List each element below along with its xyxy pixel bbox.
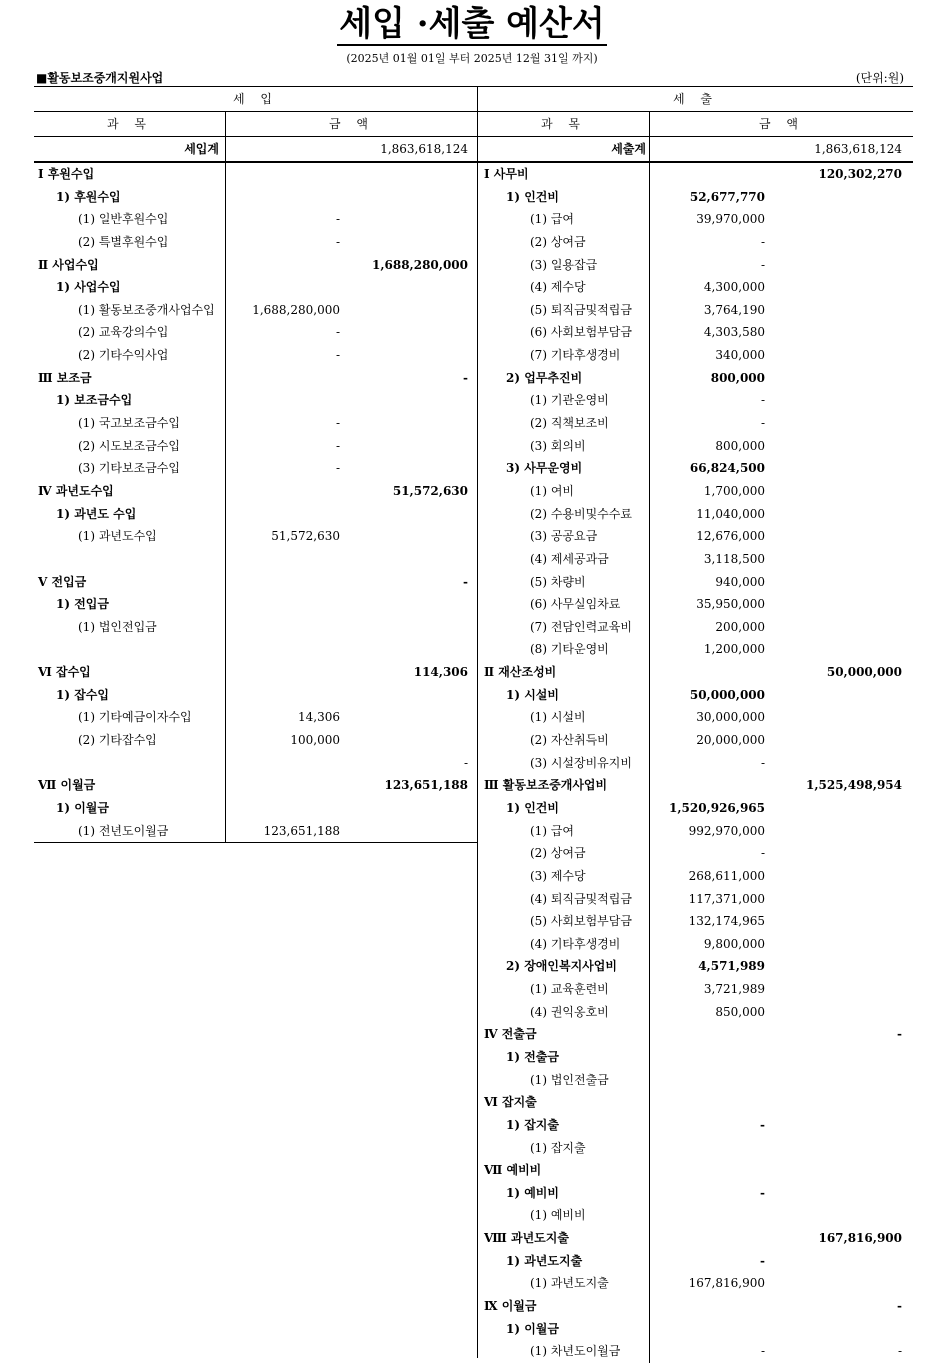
expenditure-item-label: (6) 사무실임차료 bbox=[530, 597, 621, 612]
expenditure-item-subamount: 340,000 bbox=[715, 348, 765, 363]
cell-divider bbox=[649, 1137, 650, 1160]
revenue-item-label: 1) 전입금 bbox=[56, 597, 109, 612]
revenue-item-label: 1) 과년도 수입 bbox=[56, 506, 137, 521]
revenue-item-label: Ⅶ 이월금 bbox=[38, 778, 96, 793]
expenditure-row bbox=[478, 1318, 913, 1341]
cell-divider bbox=[649, 163, 650, 186]
expenditure-row bbox=[478, 933, 913, 956]
expenditure-row bbox=[478, 820, 913, 843]
expenditure-item-label: (1) 과년도지출 bbox=[530, 1276, 609, 1291]
expenditure-item-label: Ⅲ 활동보조중개사업비 bbox=[484, 778, 608, 793]
expenditure-row bbox=[478, 1091, 913, 1114]
expenditure-row bbox=[478, 480, 913, 503]
expenditure-row bbox=[478, 1227, 913, 1250]
expenditure-item-label: Ⅷ 과년도지출 bbox=[484, 1231, 569, 1246]
revenue-item-label: (1) 과년도수입 bbox=[78, 529, 157, 544]
cell-divider bbox=[649, 661, 650, 684]
expenditure-row bbox=[478, 435, 913, 458]
revenue-row bbox=[34, 684, 477, 707]
expenditure-row bbox=[478, 1159, 913, 1182]
expenditure-item-subamount: - bbox=[760, 1185, 765, 1200]
expenditure-item-subamount: - bbox=[760, 1344, 765, 1359]
expenditure-header: 세 출 bbox=[673, 92, 718, 106]
expenditure-row bbox=[478, 276, 913, 299]
expenditure-item-label: 1) 시설비 bbox=[506, 687, 559, 702]
expenditure-row bbox=[478, 593, 913, 616]
cell-divider bbox=[225, 503, 226, 526]
expenditure-item-subamount: 1,520,926,965 bbox=[668, 800, 765, 815]
revenue-item-subamount: 1,688,280,000 bbox=[252, 302, 340, 317]
revenue-item-subamount: 100,000 bbox=[290, 733, 340, 748]
revenue-item-subamount: 51,572,630 bbox=[271, 529, 340, 544]
expenditure-item-label: (1) 급여 bbox=[530, 823, 574, 838]
expenditure-item-subamount: 268,611,000 bbox=[688, 868, 765, 883]
revenue-item-subamount: - bbox=[335, 234, 340, 249]
expenditure-row bbox=[478, 186, 913, 209]
cell-divider bbox=[225, 389, 226, 412]
expenditure-item-label: (7) 기타후생경비 bbox=[530, 348, 621, 363]
expenditure-item-label: 2) 장애인복지사업비 bbox=[506, 959, 617, 974]
expenditure-row bbox=[478, 344, 913, 367]
revenue-item-label: Ⅵ 잡수입 bbox=[38, 665, 91, 680]
expenditure-row bbox=[478, 1114, 913, 1137]
expenditure-row bbox=[478, 457, 913, 480]
revenue-item-label: (1) 전년도이월금 bbox=[78, 823, 169, 838]
revenue-item-label: 1) 이월금 bbox=[56, 800, 109, 815]
expenditure-row bbox=[478, 525, 913, 548]
expenditure-item-label: 1) 전출금 bbox=[506, 1049, 559, 1064]
cell-divider bbox=[649, 1023, 650, 1046]
revenue-row bbox=[34, 186, 477, 209]
expenditure-row bbox=[478, 661, 913, 684]
revenue-row bbox=[34, 797, 477, 820]
expenditure-row bbox=[478, 1001, 913, 1024]
revenue-item-label: Ⅰ 후원수입 bbox=[38, 167, 95, 181]
expenditure-row bbox=[478, 548, 913, 571]
expenditure-item-label: 1) 예비비 bbox=[506, 1185, 559, 1200]
expenditure-item-label: (1) 차년도이월금 bbox=[530, 1344, 621, 1359]
expenditure-item-label: Ⅱ 재산조성비 bbox=[484, 665, 557, 680]
revenue-row bbox=[34, 638, 477, 661]
expenditure-item-subamount: 3,721,989 bbox=[703, 982, 765, 997]
expenditure-item-label: (2) 자산취득비 bbox=[530, 733, 609, 748]
revenue-row bbox=[34, 208, 477, 231]
expenditure-row bbox=[478, 1069, 913, 1092]
expenditure-row bbox=[478, 163, 913, 186]
revenue-row bbox=[34, 276, 477, 299]
cell-divider bbox=[649, 1204, 650, 1227]
expenditure-item-subamount: 1,200,000 bbox=[703, 642, 765, 657]
revenue-item-subamount: 123,651,188 bbox=[263, 823, 340, 838]
revenue-row bbox=[34, 389, 477, 412]
expenditure-row bbox=[478, 254, 913, 277]
expenditure-row bbox=[478, 1046, 913, 1069]
expenditure-item-label: Ⅵ 잡지출 bbox=[484, 1095, 537, 1110]
revenue-item-subamount: - bbox=[335, 461, 340, 476]
revenue-row bbox=[34, 729, 477, 752]
expenditure-item-label: (1) 여비 bbox=[530, 483, 574, 498]
expenditure-row bbox=[478, 231, 913, 254]
revenue-row bbox=[34, 525, 477, 548]
expenditure-item-subamount: - bbox=[760, 1117, 765, 1132]
expenditure-item-subamount: 200,000 bbox=[715, 619, 765, 634]
expenditure-item-subamount: 3,764,190 bbox=[703, 302, 765, 317]
expenditure-item-label: 1) 인건비 bbox=[506, 800, 559, 815]
expenditure-item-amount: - bbox=[897, 1344, 902, 1359]
expenditure-item-subamount: 800,000 bbox=[710, 370, 765, 385]
cell-divider bbox=[225, 548, 226, 571]
expenditure-item-subamount: 4,300,000 bbox=[703, 280, 765, 295]
revenue-row bbox=[34, 344, 477, 367]
expenditure-item-amount: 50,000,000 bbox=[826, 665, 902, 680]
revenue-item-label: Ⅱ 사업수입 bbox=[38, 257, 99, 272]
revenue-row bbox=[34, 367, 477, 390]
revenue-item-label: (1) 국고보조금수입 bbox=[78, 416, 180, 431]
expenditure-table bbox=[478, 86, 913, 1363]
expenditure-item-label: (1) 시설비 bbox=[530, 710, 586, 725]
cell-divider bbox=[225, 571, 226, 594]
expenditure-item-subamount: 992,970,000 bbox=[688, 823, 765, 838]
revenue-row bbox=[34, 163, 477, 186]
revenue-row bbox=[34, 661, 477, 684]
revenue-col-subject: 과 목 bbox=[107, 117, 152, 131]
revenue-item-label: (3) 기타보조금수입 bbox=[78, 461, 180, 476]
expenditure-row bbox=[478, 1182, 913, 1205]
expenditure-item-amount: 1,525,498,954 bbox=[805, 778, 902, 793]
cell-divider bbox=[225, 276, 226, 299]
revenue-header: 세 입 bbox=[233, 92, 278, 106]
cell-divider bbox=[649, 1069, 650, 1092]
revenue-row bbox=[34, 299, 477, 322]
revenue-item-label: (1) 일반후원수입 bbox=[78, 212, 169, 227]
revenue-item-label: (1) 법인전입금 bbox=[78, 619, 157, 634]
expenditure-row bbox=[478, 1137, 913, 1160]
expenditure-item-subamount: 52,677,770 bbox=[689, 189, 765, 204]
expenditure-row bbox=[478, 752, 913, 775]
revenue-item-amount: 114,306 bbox=[413, 665, 468, 680]
expenditure-item-label: (4) 권익옹호비 bbox=[530, 1004, 609, 1019]
expenditure-item-subamount: - bbox=[760, 755, 765, 770]
expenditure-item-label: 3) 사무운영비 bbox=[506, 461, 583, 476]
expenditure-row bbox=[478, 1250, 913, 1273]
expenditure-row bbox=[478, 888, 913, 911]
revenue-row bbox=[34, 820, 477, 843]
expenditure-item-label: (4) 제수당 bbox=[530, 280, 586, 295]
expenditure-row bbox=[478, 1340, 913, 1363]
expenditure-row bbox=[478, 774, 913, 797]
expenditure-item-label: (3) 회의비 bbox=[530, 438, 586, 453]
revenue-table bbox=[34, 86, 477, 843]
expenditure-item-subamount: 9,800,000 bbox=[703, 936, 765, 951]
expenditure-row bbox=[478, 684, 913, 707]
expenditure-item-label: Ⅰ 사무비 bbox=[484, 167, 529, 181]
cell-divider bbox=[225, 163, 226, 186]
revenue-item-label: 1) 후원수입 bbox=[56, 189, 121, 204]
expenditure-item-subamount: - bbox=[760, 1253, 765, 1268]
revenue-item-label: Ⅳ 과년도수입 bbox=[38, 483, 114, 498]
revenue-item-label: (1) 활동보조중개사업수입 bbox=[78, 302, 215, 317]
business-name: ■활동보조중개지원사업 bbox=[36, 71, 164, 85]
expenditure-row bbox=[478, 1295, 913, 1318]
expenditure-item-label: (2) 상여금 bbox=[530, 846, 586, 861]
expenditure-total-label: 세출계 bbox=[611, 142, 646, 156]
revenue-total-amount: 1,863,618,124 bbox=[380, 142, 468, 156]
expenditure-item-label: (4) 제세공과금 bbox=[530, 551, 609, 566]
expenditure-row bbox=[478, 616, 913, 639]
revenue-item-label: (2) 특별후원수입 bbox=[78, 234, 169, 249]
expenditure-item-label: (2) 직책보조비 bbox=[530, 416, 609, 431]
expenditure-item-label: (5) 퇴직금및적립금 bbox=[530, 302, 632, 317]
revenue-item-subamount: 14,306 bbox=[298, 710, 340, 725]
expenditure-item-label: (1) 법인전출금 bbox=[530, 1072, 609, 1087]
expenditure-item-subamount: 117,371,000 bbox=[688, 891, 765, 906]
revenue-row bbox=[34, 593, 477, 616]
revenue-column-headers bbox=[34, 112, 477, 136]
revenue-item-subamount: - bbox=[335, 438, 340, 453]
expenditure-item-subamount: 12,676,000 bbox=[696, 529, 765, 544]
revenue-row bbox=[34, 503, 477, 526]
expenditure-item-subamount: 30,000,000 bbox=[696, 710, 765, 725]
cell-divider bbox=[649, 1046, 650, 1069]
expenditure-item-label: (3) 시설장비유지비 bbox=[530, 755, 632, 770]
revenue-item-amount: - bbox=[463, 574, 468, 589]
revenue-item-label: (1) 기타예금이자수입 bbox=[78, 710, 192, 725]
revenue-item-amount: 123,651,188 bbox=[384, 778, 468, 793]
revenue-row bbox=[34, 457, 477, 480]
expenditure-item-subamount: 35,950,000 bbox=[696, 597, 765, 612]
expenditure-item-subamount: 4,303,580 bbox=[703, 325, 765, 340]
expenditure-item-amount: 167,816,900 bbox=[818, 1231, 902, 1246]
expenditure-item-label: (1) 예비비 bbox=[530, 1208, 586, 1223]
cell-divider bbox=[225, 638, 226, 661]
expenditure-item-amount: - bbox=[897, 1027, 902, 1042]
expenditure-total-amount: 1,863,618,124 bbox=[814, 142, 902, 156]
expenditure-row bbox=[478, 865, 913, 888]
expenditure-item-label: (4) 기타후생경비 bbox=[530, 936, 621, 951]
revenue-row bbox=[34, 480, 477, 503]
expenditure-item-subamount: 167,816,900 bbox=[688, 1276, 765, 1291]
revenue-item-label: Ⅴ 전입금 bbox=[38, 574, 87, 589]
expenditure-row bbox=[478, 638, 913, 661]
revenue-item-amount: 51,572,630 bbox=[392, 483, 468, 498]
revenue-row bbox=[34, 616, 477, 639]
expenditure-item-subamount: - bbox=[760, 393, 765, 408]
expenditure-row bbox=[478, 842, 913, 865]
expenditure-item-label: (7) 전담인력교육비 bbox=[530, 619, 632, 634]
revenue-item-label: 1) 잡수입 bbox=[56, 687, 109, 702]
expenditure-item-subamount: 1,700,000 bbox=[703, 483, 765, 498]
revenue-total-label: 세입계 bbox=[184, 142, 219, 156]
expenditure-row bbox=[478, 978, 913, 1001]
document-title: 세입 ·세출 예산서 bbox=[339, 4, 605, 44]
expenditure-item-subamount: 800,000 bbox=[715, 438, 765, 453]
expenditure-row bbox=[478, 797, 913, 820]
revenue-row bbox=[34, 231, 477, 254]
cell-divider bbox=[649, 1159, 650, 1182]
cell-divider bbox=[649, 1227, 650, 1250]
revenue-row bbox=[34, 752, 477, 775]
expenditure-item-label: (6) 사회보험부담금 bbox=[530, 325, 632, 340]
expenditure-item-label: 1) 인건비 bbox=[506, 189, 559, 204]
expenditure-row bbox=[478, 1023, 913, 1046]
expenditure-item-subamount: 850,000 bbox=[715, 1004, 765, 1019]
cell-divider bbox=[225, 684, 226, 707]
revenue-item-label: (2) 기타수익사업 bbox=[78, 348, 169, 363]
cell-divider bbox=[225, 367, 226, 390]
expenditure-item-label: Ⅸ 이월금 bbox=[484, 1299, 537, 1314]
expenditure-item-label: (4) 퇴직금및적립금 bbox=[530, 891, 632, 906]
revenue-col-amount: 금 액 bbox=[329, 117, 374, 131]
expenditure-total-row bbox=[478, 137, 913, 161]
expenditure-item-label: (2) 상여금 bbox=[530, 234, 586, 249]
expenditure-item-subamount: 39,970,000 bbox=[696, 212, 765, 227]
cell-divider bbox=[225, 752, 226, 775]
expenditure-item-subamount: 132,174,965 bbox=[688, 914, 765, 929]
expenditure-item-label: Ⅳ 전출금 bbox=[484, 1027, 537, 1042]
revenue-row bbox=[34, 774, 477, 797]
expenditure-item-label: (3) 공공요금 bbox=[530, 529, 598, 544]
expenditure-row bbox=[478, 1204, 913, 1227]
expenditure-row bbox=[478, 955, 913, 978]
expenditure-row bbox=[478, 571, 913, 594]
revenue-item-amount: - bbox=[463, 370, 468, 385]
expenditure-item-subamount: 20,000,000 bbox=[696, 733, 765, 748]
expenditure-item-label: Ⅶ 예비비 bbox=[484, 1163, 542, 1178]
expenditure-row bbox=[478, 208, 913, 231]
expenditure-item-label: (1) 잡지출 bbox=[530, 1140, 586, 1155]
expenditure-item-label: (5) 차량비 bbox=[530, 574, 586, 589]
revenue-total-row bbox=[34, 137, 477, 161]
cell-divider bbox=[225, 797, 226, 820]
expenditure-item-label: (2) 수용비및수수료 bbox=[530, 506, 632, 521]
cell-divider bbox=[649, 1091, 650, 1114]
expenditure-item-subamount: 940,000 bbox=[715, 574, 765, 589]
expenditure-item-label: (1) 기관운영비 bbox=[530, 393, 609, 408]
expenditure-col-subject: 과 목 bbox=[541, 117, 586, 131]
expenditure-item-label: 1) 과년도지출 bbox=[506, 1253, 583, 1268]
expenditure-row bbox=[478, 321, 913, 344]
revenue-item-amount: - bbox=[463, 755, 468, 770]
expenditure-item-label: (8) 기타운영비 bbox=[530, 642, 609, 657]
expenditure-item-subamount: 66,824,500 bbox=[689, 461, 765, 476]
expenditure-column-headers bbox=[478, 112, 913, 136]
budget-period: (2025년 01월 01일 부터 2025년 12월 31일 까지) bbox=[346, 52, 598, 65]
expenditure-row bbox=[478, 729, 913, 752]
cell-divider bbox=[225, 480, 226, 503]
expenditure-item-label: (3) 일용잡급 bbox=[530, 257, 598, 272]
revenue-row bbox=[34, 435, 477, 458]
cell-divider bbox=[225, 593, 226, 616]
expenditure-rows bbox=[478, 163, 913, 1363]
revenue-row bbox=[34, 254, 477, 277]
revenue-item-label: (2) 기타잡수입 bbox=[78, 733, 157, 748]
cell-divider bbox=[649, 774, 650, 797]
expenditure-row bbox=[478, 412, 913, 435]
revenue-item-subamount: - bbox=[335, 348, 340, 363]
expenditure-row bbox=[478, 910, 913, 933]
revenue-item-subamount: - bbox=[335, 416, 340, 431]
revenue-item-subamount: - bbox=[335, 212, 340, 227]
expenditure-item-label: (5) 사회보험부담금 bbox=[530, 914, 632, 929]
expenditure-item-label: 2) 업무추진비 bbox=[506, 370, 583, 385]
expenditure-item-label: 1) 잡지출 bbox=[506, 1117, 559, 1132]
expenditure-row bbox=[478, 389, 913, 412]
revenue-item-label: (2) 교육강의수입 bbox=[78, 325, 169, 340]
revenue-item-label: (2) 시도보조금수입 bbox=[78, 438, 180, 453]
revenue-item-label: 1) 사업수입 bbox=[56, 280, 121, 295]
expenditure-item-subamount: - bbox=[760, 846, 765, 861]
unit-label: (단위:원) bbox=[855, 71, 904, 85]
revenue-row bbox=[34, 321, 477, 344]
revenue-row bbox=[34, 412, 477, 435]
expenditure-item-amount: 120,302,270 bbox=[818, 167, 902, 181]
revenue-rows bbox=[34, 163, 477, 842]
expenditure-item-subamount: - bbox=[760, 416, 765, 431]
cell-divider bbox=[225, 774, 226, 797]
expenditure-row bbox=[478, 299, 913, 322]
expenditure-row bbox=[478, 503, 913, 526]
expenditure-item-subamount: 3,118,500 bbox=[703, 551, 765, 566]
expenditure-item-subamount: 50,000,000 bbox=[689, 687, 765, 702]
revenue-item-amount: 1,688,280,000 bbox=[371, 257, 468, 272]
expenditure-item-subamount: - bbox=[760, 257, 765, 272]
expenditure-row bbox=[478, 1272, 913, 1295]
expenditure-item-subamount: 11,040,000 bbox=[696, 506, 765, 521]
expenditure-item-subamount: 4,571,989 bbox=[698, 959, 765, 974]
revenue-item-label: Ⅲ 보조금 bbox=[38, 370, 92, 385]
revenue-row bbox=[34, 571, 477, 594]
revenue-item-subamount: - bbox=[335, 325, 340, 340]
cell-divider bbox=[649, 1295, 650, 1318]
revenue-row bbox=[34, 706, 477, 729]
expenditure-item-subamount: - bbox=[760, 234, 765, 249]
expenditure-item-amount: - bbox=[897, 1299, 902, 1314]
expenditure-row bbox=[478, 367, 913, 390]
cell-divider bbox=[649, 1318, 650, 1341]
cell-divider bbox=[225, 254, 226, 277]
cell-divider bbox=[225, 186, 226, 209]
expenditure-item-label: (1) 교육훈련비 bbox=[530, 982, 609, 997]
expenditure-item-label: (1) 급여 bbox=[530, 212, 574, 227]
revenue-item-label: 1) 보조금수입 bbox=[56, 393, 133, 408]
expenditure-col-amount: 금 액 bbox=[759, 117, 804, 131]
revenue-row bbox=[34, 548, 477, 571]
expenditure-item-label: (3) 제수당 bbox=[530, 868, 586, 883]
cell-divider bbox=[225, 661, 226, 684]
expenditure-item-label: 1) 이월금 bbox=[506, 1321, 559, 1336]
cell-divider bbox=[225, 616, 226, 639]
expenditure-row bbox=[478, 706, 913, 729]
